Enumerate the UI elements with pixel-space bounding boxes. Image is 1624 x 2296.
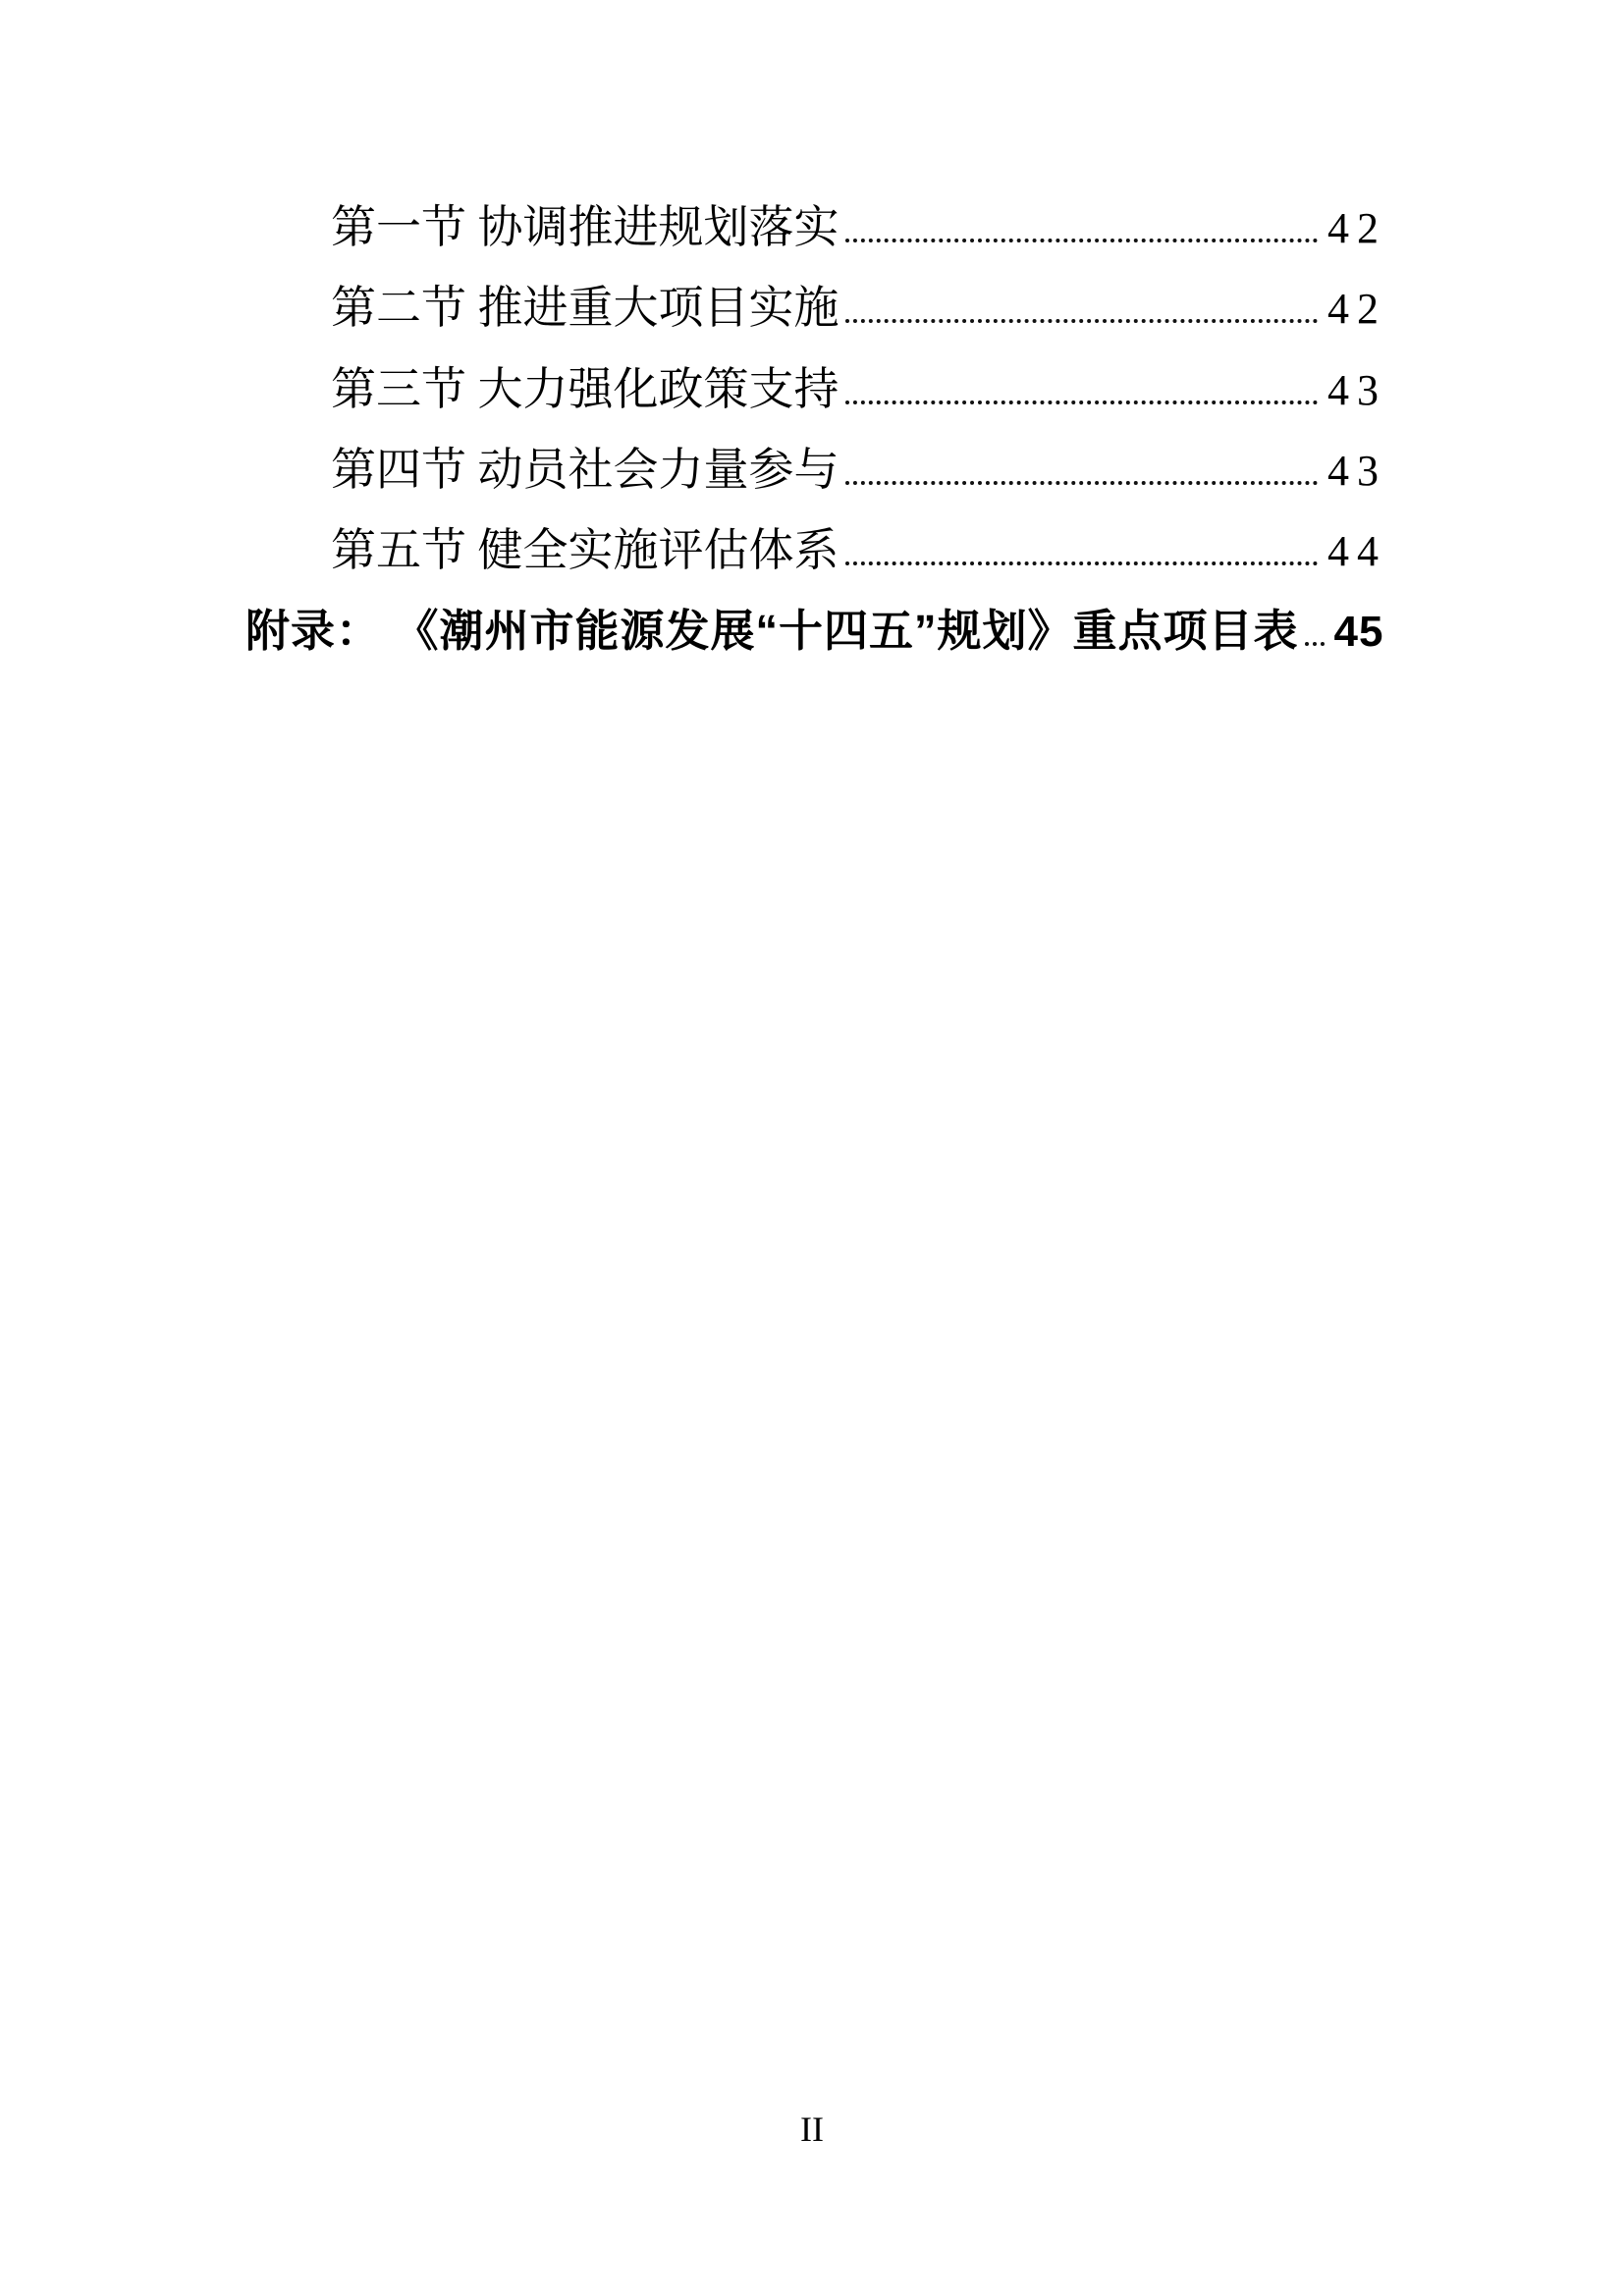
page-number: II xyxy=(800,2109,824,2149)
toc-entry[interactable] xyxy=(245,349,1386,430)
toc-entry-label: 第二节 推进重大项目实施 xyxy=(331,283,839,334)
toc-entry-page-number: 42 xyxy=(1327,204,1386,252)
toc-entry-label: 第三节 大力强化政策支持 xyxy=(331,363,839,414)
toc-entry-appendix[interactable] xyxy=(245,591,1384,671)
toc-entry-label: 第五节 健全实施评估体系 xyxy=(331,525,839,576)
table-of-contents xyxy=(245,187,1386,672)
toc-entry[interactable] xyxy=(245,187,1386,268)
toc-entry-page-number: 43 xyxy=(1327,446,1386,495)
toc-entry-label: 附录： 《潮州市能源发展“十四五”规划》重点项目表 xyxy=(245,606,1299,657)
toc-entry-label: 第一节 协调推进规划落实 xyxy=(331,202,839,252)
toc-entry[interactable] xyxy=(245,268,1386,348)
toc-entry[interactable] xyxy=(245,510,1386,591)
dot-leader xyxy=(845,239,1319,242)
dot-leader xyxy=(845,400,1319,404)
dot-leader xyxy=(845,481,1319,485)
dot-leader xyxy=(1305,642,1325,646)
toc-entry-page-number: 44 xyxy=(1327,527,1386,576)
toc-entry[interactable] xyxy=(245,430,1386,510)
toc-entry-page-number: 45 xyxy=(1333,608,1384,657)
toc-entry-page-number: 42 xyxy=(1327,285,1386,334)
toc-entry-page-number: 43 xyxy=(1327,365,1386,414)
toc-entry-label: 第四节 动员社会力量参与 xyxy=(331,444,839,495)
dot-leader xyxy=(845,319,1319,323)
dot-leader xyxy=(845,561,1319,565)
